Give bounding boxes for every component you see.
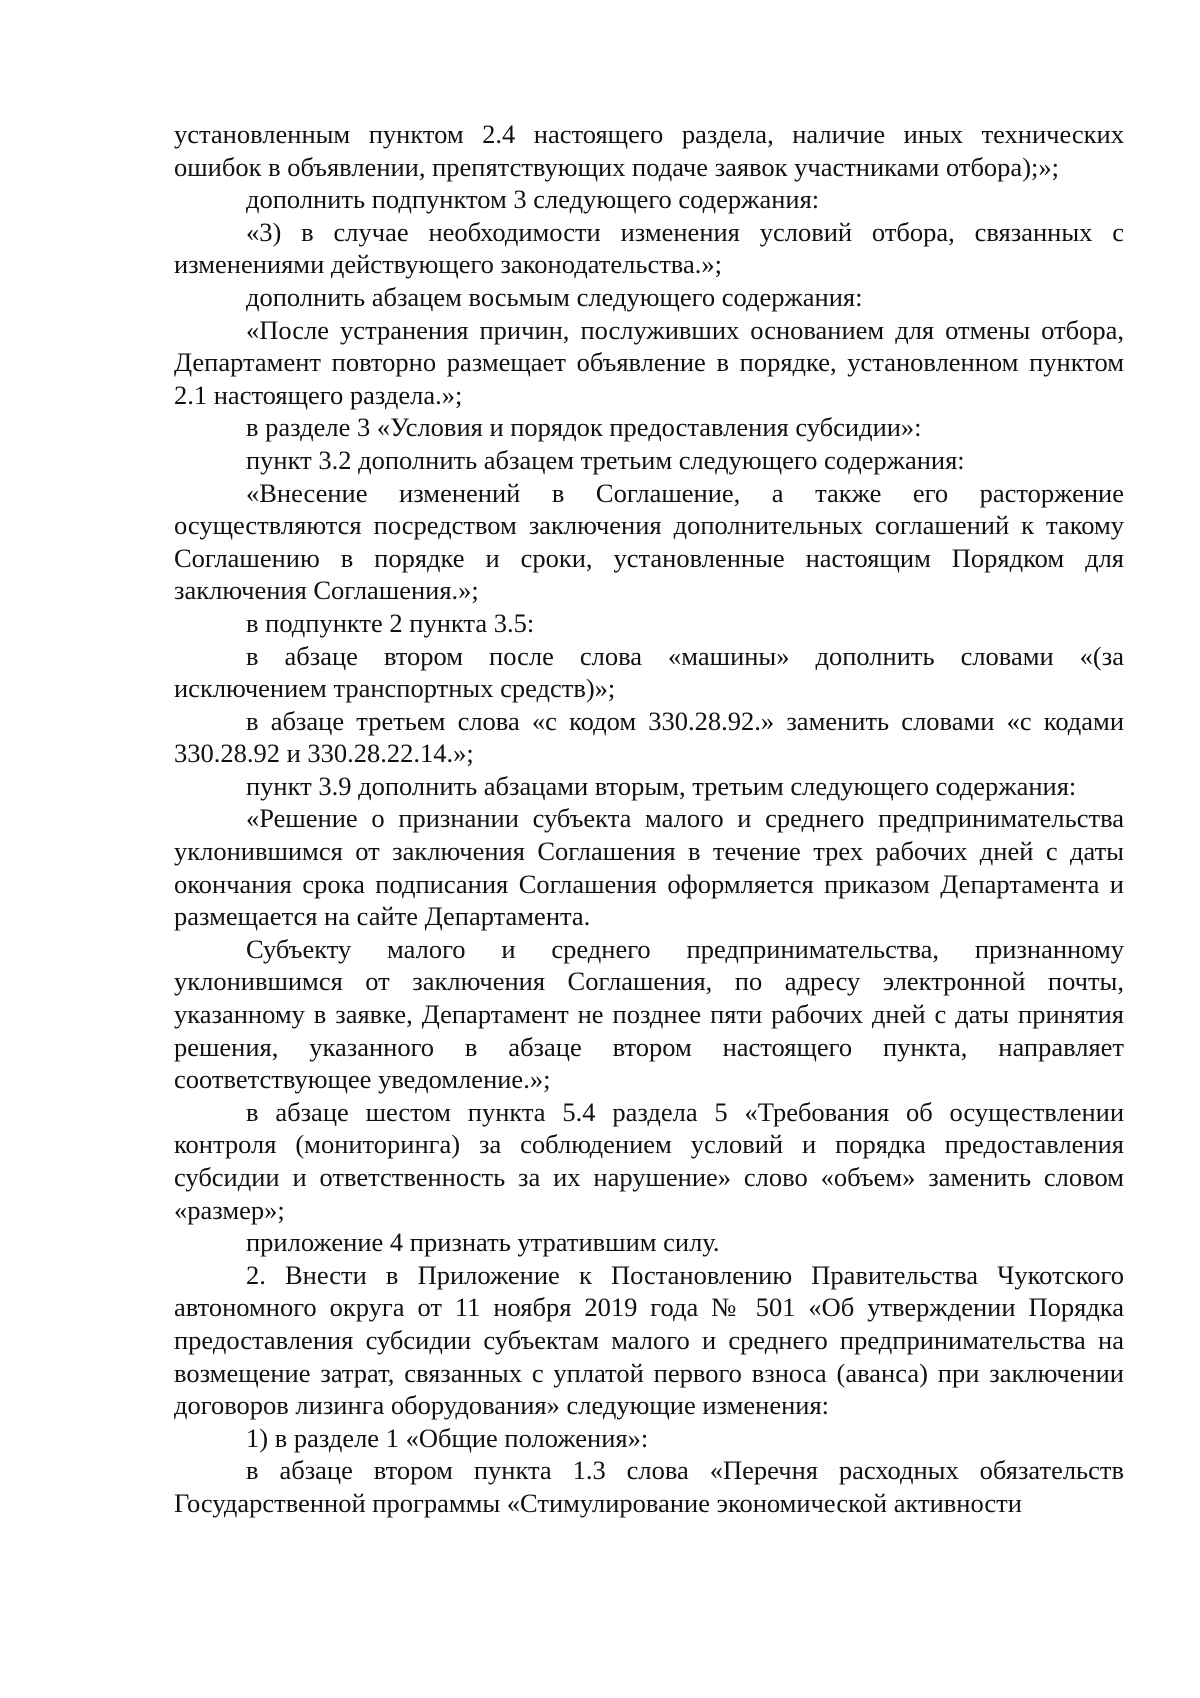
paragraph-14: Субъекту малого и среднего предпринимательства, признанному уклонившимся от заключения Соглашения, по адресу электронной почты, указанному в заявке, Департамент не позднее пяти рабочих дней с даты принятия решения, указанного в абзаце втором настоящего пункта, направляет соответствующее уведомление.»;: [174, 933, 1124, 1095]
paragraph-4: дополнить абзацем восьмым следующего содержания:: [246, 281, 863, 312]
paragraph-5: «После устранения причин, послуживших основанием для отмены отбора, Департамент повторно размещает объявление в порядке, установленном пунктом 2.1 настоящего раздела.»;: [174, 314, 1124, 410]
paragraph-6: в разделе 3 «Условия и порядок предоставления субсидии»:: [246, 412, 922, 443]
paragraph-8: «Внесение изменений в Соглашение, а также его расторжение осуществляются посредством заключения дополнительных соглашений к такому Соглашению в порядке и сроки, установленные настоящим Порядком для заключения Соглашения.»;: [174, 477, 1124, 606]
paragraph-17: 2. Внести в Приложение к Постановлению Правительства Чукотского автономного округа от 11 ноября 2019 года № 501 «Об утверждении Порядка предоставления субсидии субъектам малого и среднего предпринимательства на возмещение затрат, связанных с уплатой первого взноса (аванса) при заключении договоров лизинга оборудования» следующие изменения:: [174, 1259, 1124, 1421]
paragraph-10: в абзаце втором после слова «машины» дополнить словами «(за исключением транспортных средств)»;: [174, 640, 1124, 704]
document-page: [174, 118, 1124, 1520]
paragraph-2: дополнить подпунктом 3 следующего содержания:: [246, 184, 820, 215]
paragraph-13: «Решение о признании субъекта малого и среднего предпринимательства уклонившимся от заключения Соглашения в течение трех рабочих дней с даты окончания срока подписания Соглашения оформляется приказом Департамента и размещается на сайте Департамента.: [174, 803, 1124, 932]
paragraph-18: 1) в разделе 1 «Общие положения»:: [246, 1422, 649, 1453]
paragraph-3: «3) в случае необходимости изменения условий отбора, связанных с изменениями действующего законодательства.»;: [174, 216, 1124, 280]
paragraph-11: в абзаце третьем слова «с кодом 330.28.92.» заменить словами «с кодами 330.28.92 и 330.28.22.14.»;: [174, 705, 1124, 769]
paragraph-15: в абзаце шестом пункта 5.4 раздела 5 «Требования об осуществлении контроля (мониторинга) за соблюдением условий и порядка предоставления субсидии и ответственность за их нарушение» слово «объем» заменить словом «размер»;: [174, 1096, 1124, 1225]
paragraph-7: пункт 3.2 дополнить абзацем третьим следующего содержания:: [246, 444, 965, 475]
paragraph-12: пункт 3.9 дополнить абзацами вторым, третьим следующего содержания:: [246, 770, 1077, 801]
paragraph-19: в абзаце втором пункта 1.3 слова «Перечня расходных обязательств Государственной программы «Стимулирование экономической активности: [174, 1455, 1124, 1518]
paragraph-9: в подпункте 2 пункта 3.5:: [246, 607, 535, 638]
paragraph-1: установленным пунктом 2.4 настоящего раздела, наличие иных технических ошибок в объявлении, препятствующих подаче заявок участниками отбора);»;: [174, 119, 1124, 182]
paragraph-16: приложение 4 признать утратившим силу.: [246, 1227, 720, 1258]
